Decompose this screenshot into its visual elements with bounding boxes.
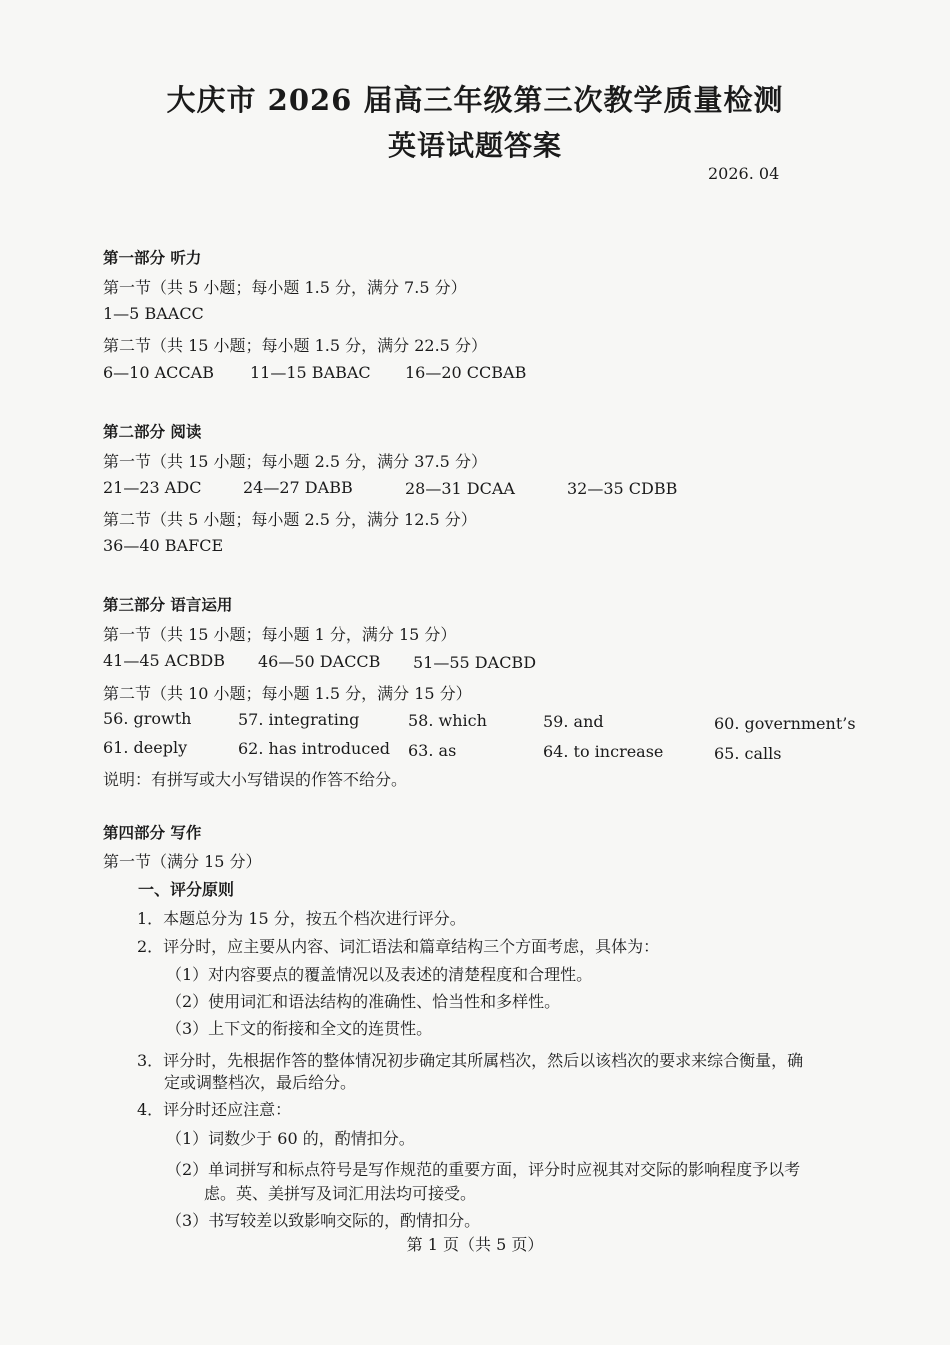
part2-sec1-desc: 第一节（共 15 小题；每小题 2.5 分，满分 37.5 分） [103, 452, 487, 471]
grammar-fill-answer: 61. deeply [103, 738, 188, 757]
part3-note: 说明：有拼写或大小写错误的作答不给分。 [103, 770, 408, 789]
part2-heading: 第二部分 阅读 [103, 423, 202, 441]
part2-sec2-desc: 第二节（共 5 小题；每小题 2.5 分，满分 12.5 分） [103, 510, 477, 529]
answer-group: 1—5 BAACC [103, 304, 204, 323]
answer-group: 36—40 BAFCE [103, 536, 224, 555]
answer-group: 6—10 ACCAB [103, 363, 214, 382]
scoring-principle-heading: 一、评分原则 [138, 880, 235, 899]
grammar-fill-answer: 64. to increase [543, 742, 664, 761]
scoring-subitem: （1）对内容要点的覆盖情况以及表述的清楚程度和合理性。 [166, 965, 593, 984]
scoring-item: 2．评分时，应主要从内容、词汇语法和篇章结构三个方面考虑，具体为： [137, 937, 660, 956]
document-subtitle: 英语试题答案 [387, 129, 562, 162]
scoring-subitem: （1）词数少于 60 的，酌情扣分。 [166, 1129, 415, 1148]
part3-sec1-desc: 第一节（共 15 小题；每小题 1 分，满分 15 分） [103, 625, 457, 644]
scoring-item: 3．评分时，先根据作答的整体情况初步确定其所属档次，然后以该档次的要求来综合衡量，确 [137, 1051, 804, 1070]
grammar-fill-answer: 65. calls [714, 744, 782, 763]
answer-group: 11—15 BABAC [250, 363, 371, 382]
grammar-fill-answer: 58. which [408, 711, 487, 730]
scoring-subitem: （3）书写较差以致影响交际的，酌情扣分。 [166, 1211, 481, 1230]
scoring-subitem: （2）使用词汇和语法结构的准确性、恰当性和多样性。 [166, 992, 561, 1011]
part3-heading: 第三部分 语言运用 [103, 596, 233, 614]
answer-group: 32—35 CDBB [567, 479, 678, 498]
part1-sec2-desc: 第二节（共 15 小题；每小题 1.5 分，满分 22.5 分） [103, 336, 487, 355]
scoring-item: 1．本题总分为 15 分，按五个档次进行评分。 [137, 909, 466, 928]
scoring-subitem: （3）上下文的衔接和全文的连贯性。 [166, 1019, 433, 1038]
part1-heading: 第一部分 听力 [103, 249, 202, 267]
page-footer: 第 1 页（共 5 页） [406, 1235, 544, 1254]
answer-group: 28—31 DCAA [405, 479, 515, 498]
answer-group: 24—27 DABB [243, 478, 353, 497]
grammar-fill-answer: 57. integrating [238, 710, 360, 729]
document-title: 大庆市 2026 届高三年级第三次教学质量检测 [166, 83, 784, 117]
part1-sec1-desc: 第一节（共 5 小题；每小题 1.5 分，满分 7.5 分） [103, 278, 467, 297]
scoring-subitem-cont: 虑。英、美拼写及词汇用法均可接受。 [204, 1184, 477, 1203]
document-date: 2026. 04 [708, 164, 780, 183]
scoring-item: 4．评分时还应注意： [137, 1100, 292, 1119]
grammar-fill-answer: 63. as [408, 741, 457, 760]
answer-group: 16—20 CCBAB [405, 363, 527, 382]
grammar-fill-answer: 59. and [543, 712, 604, 731]
answer-group: 21—23 ADC [103, 478, 202, 497]
answer-group: 46—50 DACCB [258, 652, 381, 671]
scoring-subitem: （2）单词拼写和标点符号是写作规范的重要方面，评分时应视其对交际的影响程度予以考 [166, 1160, 801, 1179]
grammar-fill-answer: 60. government’s [714, 714, 856, 733]
part3-sec2-desc: 第二节（共 10 小题；每小题 1.5 分，满分 15 分） [103, 684, 472, 703]
scoring-item-cont: 定或调整档次，最后给分。 [164, 1073, 357, 1092]
grammar-fill-answer: 62. has introduced [238, 739, 391, 758]
answer-group: 51—55 DACBD [413, 653, 537, 672]
grammar-fill-answer: 56. growth [103, 709, 192, 728]
answer-group: 41—45 ACBDB [103, 651, 225, 670]
part4-sec1-desc: 第一节（满分 15 分） [103, 852, 262, 871]
part4-heading: 第四部分 写作 [103, 824, 202, 842]
